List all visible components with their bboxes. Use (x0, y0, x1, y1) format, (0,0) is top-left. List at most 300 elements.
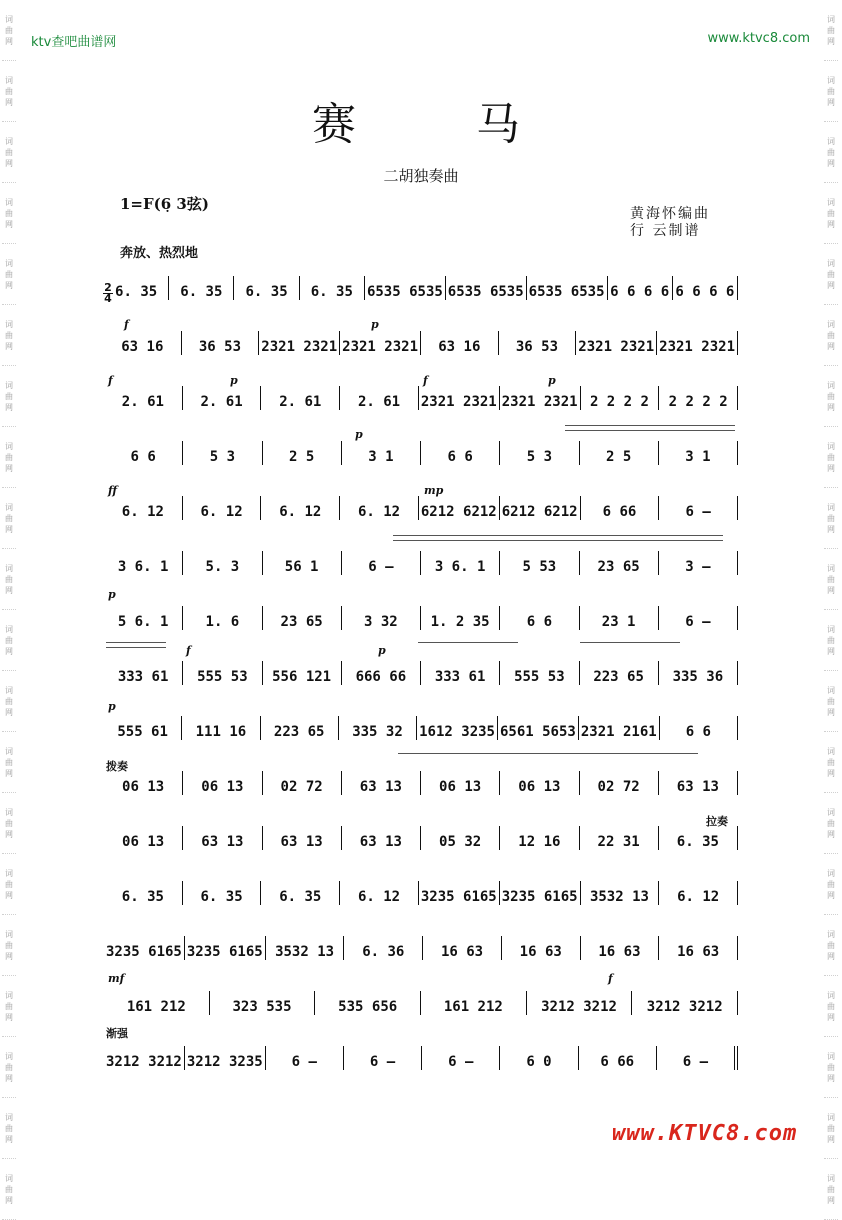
watermark-cell (2, 732, 16, 793)
watermark-glyph: 网 (5, 1134, 13, 1144)
watermark-glyph: 词 (5, 1173, 13, 1183)
watermark-glyph: 曲 (5, 452, 13, 462)
watermark-glyph: 词 (827, 75, 835, 85)
measure: 111 16 (182, 716, 260, 740)
measure: 3212 3235 (185, 1046, 266, 1070)
measure: 6. 12 (340, 496, 419, 520)
measure: 6 66 (579, 1046, 657, 1070)
measure: 556 121 (263, 661, 342, 685)
measure: 06 13 (104, 826, 183, 850)
staff-row (104, 323, 738, 355)
staff-row (104, 928, 738, 960)
watermark-glyph: 曲 (827, 1123, 835, 1133)
watermark-glyph: 网 (827, 97, 835, 107)
dynamic-marking: p (378, 644, 386, 657)
measure: 161 212 (421, 991, 527, 1015)
dynamic-marking: f (186, 644, 191, 657)
measure: 3 32 (342, 606, 421, 630)
watermark-cell (824, 854, 838, 915)
watermark-cell (2, 915, 16, 976)
measure: 223 65 (261, 716, 339, 740)
header-site-name[interactable]: ktv查吧曲谱网 (31, 35, 117, 50)
measure: 555 61 (104, 716, 182, 740)
watermark-glyph: 网 (5, 646, 13, 656)
watermark-glyph: 曲 (5, 391, 13, 401)
staff-row (104, 983, 738, 1015)
measure: 06 13 (183, 771, 262, 795)
staff-row (104, 873, 738, 905)
watermark-glyph: 网 (5, 524, 13, 534)
watermark-glyph: 网 (5, 280, 13, 290)
watermark-glyph: 词 (5, 685, 13, 695)
watermark-glyph: 词 (827, 563, 835, 573)
watermark-cell (2, 1098, 16, 1159)
watermark-glyph: 词 (827, 746, 835, 756)
measure: 2 5 (580, 441, 659, 465)
dynamic-marking: mp (424, 484, 444, 497)
watermark-glyph: 网 (5, 1195, 13, 1205)
measure: 6212 6212 (419, 496, 500, 520)
measure: 2 5 (263, 441, 342, 465)
technique-crescendo: 渐强 (106, 1027, 128, 1040)
watermark-glyph: 曲 (827, 574, 835, 584)
hairpin-line (565, 425, 735, 426)
measure: 335 32 (339, 716, 417, 740)
measure: 3212 3212 (104, 1046, 185, 1070)
hairpin-line (393, 540, 723, 541)
measure: 6 6 6 6 (673, 276, 738, 300)
watermark-glyph: 网 (5, 1012, 13, 1022)
measure: 05 32 (421, 826, 500, 850)
watermark-glyph: 网 (5, 890, 13, 900)
measure: 16 63 (502, 936, 581, 960)
watermark-glyph: 曲 (827, 635, 835, 645)
measure: 1612 3235 (417, 716, 498, 740)
measure: 6. 35 (183, 881, 262, 905)
measure: 23 65 (580, 551, 659, 575)
staff-row (104, 268, 738, 300)
measure: 5 53 (500, 551, 579, 575)
measure: 3235 6165 (185, 936, 266, 960)
measure: 2321 2321 (340, 331, 421, 355)
measure: 6 – (266, 1046, 344, 1070)
watermark-glyph: 词 (5, 624, 13, 634)
measure: 6. 12 (659, 881, 738, 905)
watermark-glyph: 词 (827, 441, 835, 451)
header-site-url[interactable]: www.ktvc8.com (707, 31, 810, 46)
watermark-cell (2, 793, 16, 854)
watermark-glyph: 词 (5, 441, 13, 451)
staff-measures (104, 763, 738, 795)
watermark-cell (2, 1159, 16, 1220)
watermark-glyph: 词 (5, 563, 13, 573)
measure: 63 13 (342, 771, 421, 795)
watermark-glyph: 网 (827, 524, 835, 534)
measure: 6 6 (421, 441, 500, 465)
watermark-glyph: 曲 (827, 1062, 835, 1072)
measure: 161 212 (104, 991, 210, 1015)
measure: 06 13 (104, 771, 183, 795)
measure: 6 6 (660, 716, 738, 740)
measure: 6. 35 (659, 826, 738, 850)
dynamic-marking: f (124, 318, 129, 331)
dynamic-marking: ff (108, 484, 118, 497)
staff-row (104, 433, 738, 465)
staff-measures (104, 1038, 738, 1070)
watermark-glyph: 网 (827, 1195, 835, 1205)
watermark-glyph: 词 (827, 380, 835, 390)
measure: 3235 6165 (419, 881, 500, 905)
watermark-glyph: 网 (827, 1073, 835, 1083)
watermark-glyph: 曲 (827, 391, 835, 401)
measure: 63 13 (342, 826, 421, 850)
staff-measures (104, 818, 738, 850)
watermark-glyph: 曲 (5, 208, 13, 218)
measure: 5 6. 1 (104, 606, 183, 630)
hairpin-line (565, 430, 735, 431)
watermark-glyph: 网 (5, 341, 13, 351)
measure: 2. 61 (340, 386, 419, 410)
staff-row (104, 708, 738, 740)
watermark-glyph: 词 (827, 929, 835, 939)
staff-measures (104, 873, 738, 905)
watermark-glyph: 网 (5, 951, 13, 961)
watermark-glyph: 词 (5, 929, 13, 939)
watermark-glyph: 词 (5, 807, 13, 817)
watermark-cell (824, 305, 838, 366)
measure: 5 3 (500, 441, 579, 465)
measure: 3212 3212 (632, 991, 738, 1015)
watermark-glyph: 曲 (5, 1062, 13, 1072)
watermark-glyph: 曲 (5, 147, 13, 157)
measure: 12 16 (500, 826, 579, 850)
tempo-marking: 奔放、热烈地 (120, 246, 199, 261)
hairpin-line (580, 642, 680, 643)
measure: 6535 6535 (446, 276, 527, 300)
watermark-cell (2, 1037, 16, 1098)
measure: 333 61 (104, 661, 183, 685)
staff-row (104, 818, 738, 850)
staff-measures (104, 543, 738, 575)
watermark-glyph: 词 (5, 75, 13, 85)
measure: 6535 6535 (527, 276, 608, 300)
measure: 5 3 (183, 441, 262, 465)
measure: 6 – (659, 606, 738, 630)
watermark-glyph: 曲 (5, 513, 13, 523)
watermark-glyph: 词 (827, 197, 835, 207)
watermark-glyph: 网 (5, 463, 13, 473)
watermark-glyph: 词 (5, 990, 13, 1000)
watermark-cell (2, 366, 16, 427)
watermark-glyph: 曲 (827, 696, 835, 706)
measure: 335 36 (659, 661, 738, 685)
watermark-cell (824, 427, 838, 488)
watermark-glyph: 词 (5, 502, 13, 512)
measure: 3 1 (342, 441, 421, 465)
watermark-glyph: 词 (827, 136, 835, 146)
measure: 535 656 (315, 991, 421, 1015)
technique-pizzicato: 拨奏 (106, 760, 128, 773)
watermark-glyph: 曲 (827, 330, 835, 340)
watermark-cell (824, 366, 838, 427)
hairpin-line (106, 647, 166, 648)
measure: 22 31 (580, 826, 659, 850)
watermark-glyph: 曲 (827, 147, 835, 157)
measure: 1. 2 35 (421, 606, 500, 630)
measure: 63 16 (421, 331, 499, 355)
watermark-cell (824, 1037, 838, 1098)
dynamic-marking: mf (108, 972, 125, 985)
watermark-glyph: 曲 (5, 818, 13, 828)
watermark-glyph: 曲 (827, 513, 835, 523)
measure: 6. 12 (340, 881, 419, 905)
watermark-glyph: 曲 (827, 25, 835, 35)
measure: 6 – (422, 1046, 500, 1070)
measure: 3 6. 1 (104, 551, 183, 575)
watermark-glyph: 词 (827, 624, 835, 634)
dynamic-marking: f (108, 374, 113, 387)
measure: 63 16 (104, 331, 182, 355)
staff-measures (104, 433, 738, 465)
measure: 02 72 (580, 771, 659, 795)
measure: 3235 6165 (500, 881, 581, 905)
measure: 6 6 6 6 (608, 276, 673, 300)
watermark-glyph: 词 (827, 1173, 835, 1183)
measure: 6 – (344, 1046, 422, 1070)
watermark-glyph: 曲 (5, 330, 13, 340)
watermark-glyph: 网 (5, 36, 13, 46)
watermark-glyph: 词 (5, 136, 13, 146)
watermark-cell (824, 244, 838, 305)
measure: 666 66 (342, 661, 421, 685)
staff-row (104, 543, 738, 575)
measure: 3 1 (659, 441, 738, 465)
dynamic-marking: p (355, 428, 363, 441)
measure: 555 53 (500, 661, 579, 685)
credit-arranger: 黄海怀编曲 (630, 206, 710, 222)
time-signature-bottom: 4 (104, 292, 112, 305)
watermark-glyph: 曲 (827, 1001, 835, 1011)
staff-row (104, 653, 738, 685)
measure: 2321 2161 (579, 716, 660, 740)
measure: 223 65 (580, 661, 659, 685)
watermark-glyph: 网 (827, 36, 835, 46)
watermark-glyph: 网 (5, 402, 13, 412)
measure: 6 – (659, 496, 738, 520)
staff-measures (104, 268, 738, 300)
staff-measures (104, 488, 738, 520)
measure: 6535 6535 (365, 276, 446, 300)
watermark-glyph: 网 (5, 829, 13, 839)
hairpin-line (106, 642, 166, 643)
watermark-glyph: 曲 (5, 574, 13, 584)
measure: 6. 35 (234, 276, 299, 300)
watermark-cell (2, 671, 16, 732)
staff-row (104, 1038, 738, 1070)
dynamic-marking: p (230, 374, 238, 387)
measure: 2321 2321 (259, 331, 340, 355)
dynamic-marking: p (108, 588, 116, 601)
score-title: 赛马 (312, 99, 640, 150)
measure: 16 63 (423, 936, 502, 960)
technique-arco: 拉奏 (706, 815, 728, 828)
watermark-glyph: 网 (5, 768, 13, 778)
watermark-glyph: 词 (5, 380, 13, 390)
watermark-glyph: 词 (5, 258, 13, 268)
watermark-glyph: 词 (5, 319, 13, 329)
watermark-glyph: 词 (827, 990, 835, 1000)
measure: 5. 3 (183, 551, 262, 575)
measure: 323 535 (210, 991, 316, 1015)
measure: 36 53 (182, 331, 260, 355)
measure: 6. 35 (261, 881, 340, 905)
watermark-cell (2, 610, 16, 671)
measure: 2321 2321 (500, 386, 581, 410)
watermark-cell (2, 488, 16, 549)
measure: 2 2 2 2 (659, 386, 738, 410)
watermark-cell (2, 549, 16, 610)
watermark-glyph: 网 (827, 707, 835, 717)
staff-measures (104, 598, 738, 630)
watermark-glyph: 词 (5, 14, 13, 24)
measure: 2321 2321 (657, 331, 738, 355)
footer-site-logo[interactable]: www.KTVC8.com (612, 1121, 798, 1146)
measure: 2. 61 (183, 386, 262, 410)
watermark-cell (824, 793, 838, 854)
measure: 6 0 (500, 1046, 578, 1070)
staff-row (104, 763, 738, 795)
watermark-glyph: 曲 (5, 1001, 13, 1011)
watermark-glyph: 曲 (827, 1184, 835, 1194)
watermark-glyph: 网 (5, 158, 13, 168)
watermark-glyph: 词 (827, 14, 835, 24)
measure: 6212 6212 (500, 496, 581, 520)
measure: 6. 12 (104, 496, 183, 520)
measure: 3 – (659, 551, 738, 575)
watermark-cell (824, 610, 838, 671)
staff-row (104, 378, 738, 410)
watermark-glyph: 词 (827, 1112, 835, 1122)
measure: 333 61 (421, 661, 500, 685)
watermark-glyph: 曲 (5, 1123, 13, 1133)
watermark-glyph: 网 (827, 829, 835, 839)
hairpin-line (398, 753, 698, 754)
measure: 2321 2321 (419, 386, 500, 410)
measure: 36 53 (499, 331, 577, 355)
measure: 6 66 (581, 496, 660, 520)
watermark-glyph: 词 (827, 807, 835, 817)
watermark-glyph: 曲 (5, 879, 13, 889)
measure: 3532 13 (266, 936, 345, 960)
measure: 6. 35 (104, 881, 183, 905)
watermark-cell (824, 183, 838, 244)
measure: 56 1 (263, 551, 342, 575)
watermark-glyph: 词 (5, 868, 13, 878)
watermark-cell (824, 915, 838, 976)
dynamic-marking: f (608, 972, 613, 985)
watermark-cell (2, 976, 16, 1037)
measure: 2. 61 (261, 386, 340, 410)
measure: 6 – (657, 1046, 738, 1070)
watermark-glyph: 曲 (827, 452, 835, 462)
measure: 6. 12 (261, 496, 340, 520)
watermark-glyph: 曲 (5, 757, 13, 767)
measure: 6 6 (500, 606, 579, 630)
staff-measures (104, 928, 738, 960)
watermark-glyph: 网 (827, 341, 835, 351)
measure: 6. 36 (344, 936, 423, 960)
measure: 1. 6 (183, 606, 262, 630)
watermark-glyph: 网 (827, 768, 835, 778)
watermark-glyph: 曲 (827, 940, 835, 950)
measure: 6. 35 (169, 276, 234, 300)
measure: 23 1 (580, 606, 659, 630)
watermark-glyph: 网 (827, 646, 835, 656)
dynamic-marking: p (548, 374, 556, 387)
dynamic-marking: f (423, 374, 428, 387)
measure: 3212 3212 (527, 991, 633, 1015)
score-subtitle: 二胡独奏曲 (383, 167, 459, 185)
watermark-cell (824, 1098, 838, 1159)
measure: 16 63 (581, 936, 660, 960)
watermark-glyph: 网 (827, 1012, 835, 1022)
watermark-glyph: 曲 (827, 208, 835, 218)
watermark-cell (2, 244, 16, 305)
watermark-glyph: 网 (827, 1134, 835, 1144)
measure: 3532 13 (581, 881, 660, 905)
watermark-glyph: 网 (827, 890, 835, 900)
measure: 6561 5653 (498, 716, 579, 740)
watermark-glyph: 网 (827, 585, 835, 595)
staff-row (104, 598, 738, 630)
measure: 06 13 (500, 771, 579, 795)
watermark-glyph: 曲 (827, 879, 835, 889)
measure: 2 2 2 2 (581, 386, 660, 410)
measure: 6. 35 (104, 276, 169, 300)
measure: 6 6 (104, 441, 183, 465)
watermark-glyph: 曲 (827, 757, 835, 767)
staff-measures (104, 708, 738, 740)
watermark-glyph: 网 (5, 219, 13, 229)
watermark-glyph: 曲 (5, 86, 13, 96)
watermark-cell (824, 732, 838, 793)
measure: 63 13 (263, 826, 342, 850)
watermark-glyph: 曲 (827, 86, 835, 96)
measure: 63 13 (183, 826, 262, 850)
watermark-glyph: 词 (5, 1112, 13, 1122)
staff-measures (104, 378, 738, 410)
time-signature-top: 2 (104, 281, 112, 294)
watermark-glyph: 网 (5, 585, 13, 595)
watermark-glyph: 网 (827, 463, 835, 473)
measure: 2. 61 (104, 386, 183, 410)
watermark-glyph: 曲 (5, 696, 13, 706)
measure: 3 6. 1 (421, 551, 500, 575)
staff-measures (104, 983, 738, 1015)
watermark-glyph: 曲 (5, 635, 13, 645)
watermark-cell (2, 854, 16, 915)
watermark-glyph: 词 (5, 197, 13, 207)
watermark-cell (824, 976, 838, 1037)
watermark-glyph: 词 (827, 1051, 835, 1061)
measure: 6. 35 (300, 276, 365, 300)
watermark-glyph: 曲 (5, 940, 13, 950)
hairpin-line (393, 535, 723, 536)
watermark-cell (2, 305, 16, 366)
watermark-glyph: 词 (5, 746, 13, 756)
watermark-glyph: 曲 (5, 1184, 13, 1194)
measure: 6. 12 (183, 496, 262, 520)
